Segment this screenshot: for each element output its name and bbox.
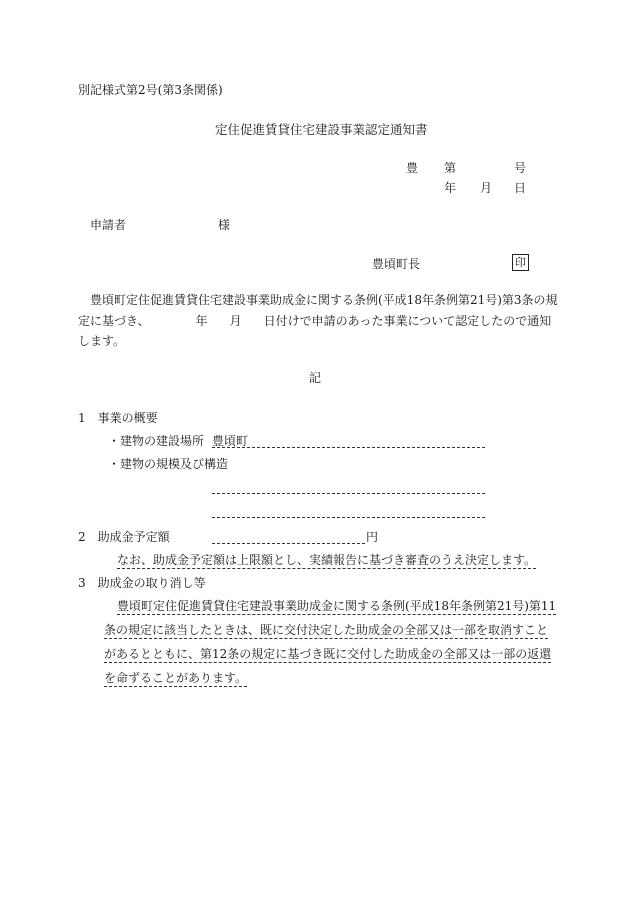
- scale-underline-1: [212, 479, 485, 494]
- section-2-title: 2 助成金予定額: [78, 530, 170, 544]
- body-line-2-year: 年: [195, 314, 208, 328]
- body-line-2-b: 日付けで申請のあった事業について認定したので通知: [263, 314, 552, 328]
- section-3-title: 3 助成金の取り消し等: [78, 576, 206, 590]
- section-3-line-4: を命ずることがあります。: [104, 671, 248, 685]
- applicant-sama: 様: [218, 218, 231, 232]
- section-1-title: 1 事業の概要: [78, 411, 158, 425]
- header-month: 月: [480, 181, 493, 195]
- section-1-item-1-label: ・建物の建設場所: [108, 434, 205, 448]
- issuer-seal: [512, 254, 529, 271]
- location-underline: [212, 433, 485, 448]
- amount-underline: [212, 529, 365, 544]
- body-line-2-a: 定に基づき、: [78, 314, 150, 328]
- header-office: 豊: [406, 161, 419, 175]
- section-1-item-1-value: 豊頃町: [212, 434, 249, 448]
- seal-mark: 印: [512, 254, 529, 271]
- section-3-line-1: 豊頃町定住促進賃貸住宅建設事業助成金に関する条例(平成18年条例第21号)第11: [117, 599, 557, 613]
- section-3-line-3: があるとともに、第12条の規定に基づき既に交付した助成金の全部又は一部の返還: [104, 647, 552, 661]
- ki-heading: 記: [309, 371, 322, 385]
- body-line-2: [78, 313, 551, 329]
- form-label: 別記様式第2号(第3条関係): [78, 83, 223, 97]
- body-line-2-month: 月: [229, 314, 242, 328]
- section-3-line-2: 条の規定に該当したときは、既に交付決定した助成金の全部又は一部を取消すこと: [104, 623, 549, 637]
- section-2-unit: 円: [366, 530, 379, 544]
- body-line-1: 豊頃町定住促進賃貸住宅建設事業助成金に関する条例(平成18年条例第21号)第3条の規: [90, 293, 558, 307]
- header-go: 号: [514, 161, 527, 175]
- section-2-note: なお、助成金予定額は上限額とし、実績報告に基づき審査のうえ決定します。: [117, 553, 537, 567]
- issuer-name: 豊頃町長: [372, 257, 421, 271]
- document-title: 定住促進賃貸住宅建設事業認定通知書: [215, 122, 428, 137]
- applicant-label: 申請者: [90, 218, 127, 232]
- header-day: 日: [514, 181, 527, 195]
- scale-underline-2: [212, 503, 485, 518]
- section-1-item-2-label: ・建物の規模及び構造: [108, 457, 229, 471]
- header-dai: 第: [444, 161, 457, 175]
- body-line-3: します。: [78, 334, 126, 348]
- header-year: 年: [444, 181, 457, 195]
